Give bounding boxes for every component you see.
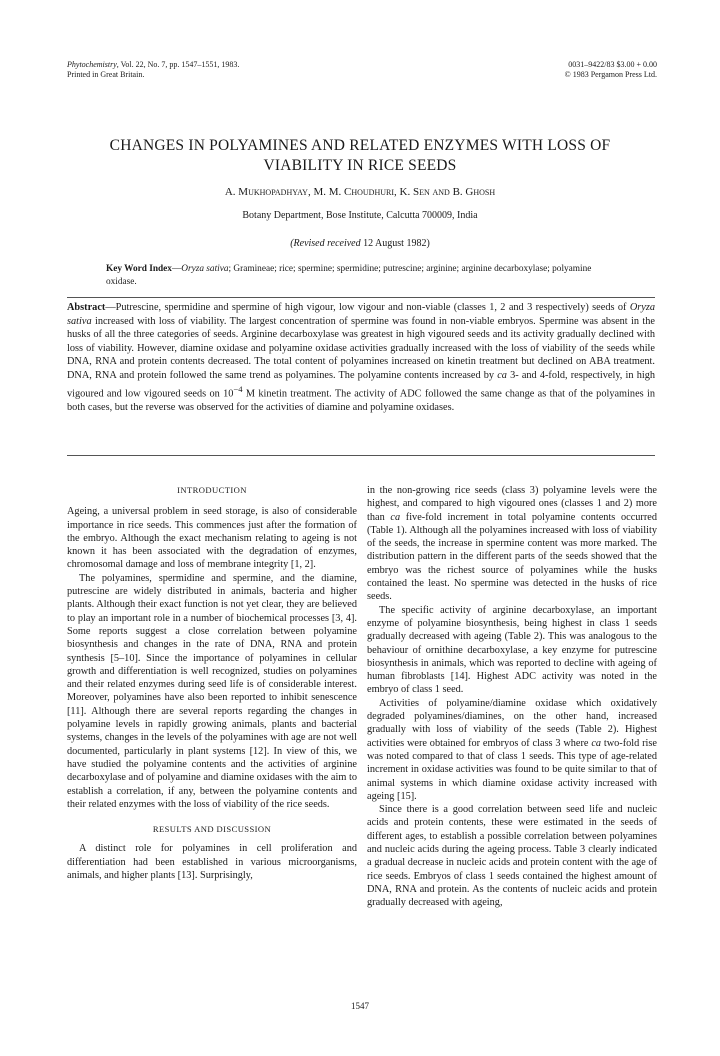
keywords-label: Key Word Index — [106, 264, 172, 274]
citation-details: , Vol. 22, No. 7, pp. 1547–1551, 1983. — [116, 60, 240, 69]
abstract-bottom-rule — [67, 455, 655, 456]
abstract-text-4: M kinetin treatment. The activity of ADC followed the same change as that of the polyamines in both cases, but the reverse was observed for the activities of diamine and polyamine oxidases. — [67, 387, 655, 413]
revised-prefix: (Revised received — [290, 238, 361, 249]
para-ca: ca — [591, 737, 602, 749]
abstract-text-3: 3- and 4-fold, respectively, in high vigoured and low vigoured seeds on 10 — [67, 369, 655, 399]
issn-price: 0031–9422/83 $3.00 + 0.00 — [568, 60, 657, 69]
abstract — [67, 301, 655, 414]
key-word-index — [106, 263, 616, 289]
running-header-left — [67, 60, 239, 80]
para-text-a: in the non-growing rice seeds (class 3) polyamine levels were the highest, and compared to high vigoured ones (classes 1 and 2) more than — [367, 485, 657, 523]
abstract-text-1: Putrescine, spermidine and spermine of high vigour, low vigour and non-viable (classes 1, 2 and 3 respectively) seeds of — [115, 302, 630, 313]
copyright-line: © 1983 Pergamon Press Ltd. — [564, 70, 657, 79]
page-number: 1547 — [351, 1001, 369, 1011]
results-paragraph-3 — [367, 697, 657, 803]
section-heading-results: RESULTS AND DISCUSSION — [152, 824, 272, 835]
para-text-a: Activities of polyamine/diamine oxidase which oxidatively degraded polyamines/diamines, on the other hand, increased gradually with loss of viability of the seeds (Table 2). Highest activities were obtained for embryos of class 3 where — [367, 697, 657, 749]
author-list: A. Mukhopadhyay, M. M. Choudhuri, K. Sen and B. Ghosh — [224, 186, 496, 198]
para-text-b: five-fold increment in total polyamine contents occurred (Table 1). Although all the polyamines increased with loss of viability of the seeds, the increase in spermine content was more marked. The distribution pattern in the different parts of the seeds showed that the embryo was the richest source of polyamines while the husks contained the least. No spermine was detected in the husks of rice seeds. — [367, 511, 657, 603]
intro-paragraph-2: The polyamines, spermidine and spermine, and the diamine, putrescine are widely distributed in animals, bacteria and higher plants. Although their exact function is not yet clear, they are believed to play an important role in a number of biochemical processes [3, 4]. Some reports suggest a close correlation between polyamine biosynthesis and changes in the rate of DNA, RNA and protein synthesis [5–10]. Since the importance of polyamines in cellular growth and differentiation is well recognized, studies on polyamines and their related enzymes during seed life is of considerable interest. Moreover, polyamines have also been reported to inhibit senescence [11]. Although there are several reports regarding the changes in polyamine levels in rapidly growing animals, plants and bacterial systems, changes in the levels of the polyamines with age are not well documented, particularly in plant systems [12]. In view of this, we have studied the polyamine contents and the activities of arginine decarboxylase and of polyamine and diamine oxidases with the aim to establish a correlation, if any, between the polyamine contents and their related enzymes with the loss of viability of the rice seeds. — [67, 572, 357, 810]
affiliation: Botany Department, Bose Institute, Calcutta 700009, India — [242, 210, 478, 221]
left-column — [67, 484, 357, 882]
title-line-2: VIABILITY IN RICE SEEDS — [263, 157, 457, 174]
title-line-1: CHANGES IN POLYAMINES AND RELATED ENZYMES WITH LOSS OF — [109, 137, 611, 154]
abstract-top-rule — [67, 297, 655, 298]
revised-suffix: 1982) — [406, 238, 430, 249]
results-paragraph-4: Since there is a good correlation between seed life and nucleic acids and protein contents, these were estimated in the seeds of different ages, to establish a possible correlation between polyamines and nucleic acids during the ageing process. Table 3 clearly indicated a gradual decrease in nucleic acids and protein content with the age of rice seeds. Embryos of class 1 seeds contained the highest amount of DNA, RNA and protein. As the contents of nucleic acids and protein gradually decreased with ageing, — [367, 804, 657, 909]
results-paragraph-1: A distinct role for polyamines in cell proliferation and differentiation had been established in various microorganisms, animals, and higher plants [13]. Surprisingly, — [67, 843, 357, 882]
para-ca: ca — [390, 511, 401, 523]
abstract-label: Abstract — [67, 302, 106, 313]
section-heading-introduction: INTRODUCTION — [177, 485, 247, 495]
running-header-right — [565, 60, 657, 80]
paper-title — [60, 136, 660, 176]
abstract-dash: — — [105, 302, 116, 313]
right-column — [367, 484, 657, 910]
printed-in: Printed in Great Britain. — [67, 70, 145, 79]
intro-paragraph-1: Ageing, a universal problem in seed storage, is also of considerable importance in rice seeds. This commences just after the formation of the embryo. Although the exact mechanism relating to ageing is not known it has been associated with the degradation of enzymes, chromosomal damage and loss of membrane integrity [1, 2]. — [67, 506, 357, 571]
keywords-species: Oryza sativa — [181, 264, 229, 274]
results-paragraph-1-cont — [367, 484, 657, 604]
abstract-text-2: increased with loss of viability. The largest concentration of spermine was found in non-viable embryos. Spermine was absent in the husks of all the three categories of seeds. Arginine decarboxylase was greatest in high vigoured seeds and its activity gradually declined with loss of viability. However, diamine oxidase and polyamine oxidase activities gradually increased with the loss of viability of the seeds while DNA, RNA and protein contents decreased. The total content of polyamines increased on kinetin treatment but declined on ABA treatment. DNA, RNA and protein followed the same trend as polyamines. The polyamine contents increased by — [67, 315, 655, 381]
journal-citation — [67, 60, 239, 70]
results-paragraph-2: The specific activity of arginine decarboxylase, an important enzyme of polyamine biosynthesis, being highest in class 1 seeds gradually decreased with ageing (Table 2). This was analogous to the behaviour of ornithine decarboxylase, a key enzyme for putrescine biosynthesis in animals, which was reported to decline with ageing of human fibroblasts [14]. Highest ADC activity was noted in the embryo of class 1 seed. — [367, 604, 657, 696]
journal-name: Phytochemistry — [67, 60, 117, 69]
abstract-exponent: −4 — [233, 383, 243, 394]
para-text-b: two-fold rise was noted compared to that of class 1 seeds. This type of age-related increment in oxidase activities was found to be quite similar to that of animal systems in which diamine oxidase activity increased with ageing [15]. — [367, 737, 657, 802]
keywords-list: ; Gramineae; rice; spermine; spermidine; putrescine; arginine; arginine decarboxylase; polyamine oxidase. — [106, 264, 592, 287]
revised-date — [0, 238, 720, 249]
abstract-species: Oryza sativa — [67, 302, 655, 327]
keywords-dash: — — [171, 264, 182, 274]
abstract-ca: ca — [497, 369, 507, 381]
revised-day: 12 August — [363, 238, 404, 249]
